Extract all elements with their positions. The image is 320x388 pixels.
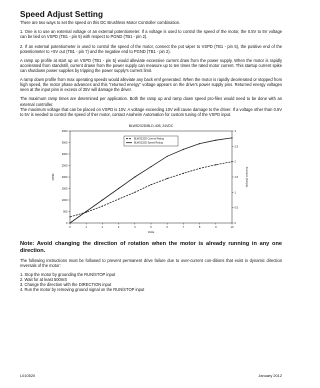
step-item: 3. Change the direction with the DIRECTION input (20, 282, 112, 288)
data-point (102, 205, 103, 206)
y2-tick-label: 1 (234, 190, 236, 194)
y-tick-label: 2000 (61, 175, 68, 179)
data-point (86, 211, 87, 212)
x-tick-label: 1 (85, 225, 87, 229)
x-tick-label: 6 (166, 225, 168, 229)
document-page (20, 10, 282, 292)
data-point (150, 166, 151, 167)
y2-tick-label: 1.5 (234, 175, 239, 179)
intro-paragraph: There are two ways to set the speed on this DC Brushless Motor Controller combination. (20, 20, 181, 25)
data-point (199, 167, 200, 168)
y2-tick-label: 0 (234, 221, 236, 225)
page-title: Speed Adjust Setting (20, 10, 104, 19)
data-point (231, 161, 232, 162)
data-point (183, 172, 184, 173)
data-point (118, 198, 119, 199)
x-tick-label: 0 (69, 225, 71, 229)
data-point (183, 148, 184, 149)
speed-current-chart (20, 121, 282, 237)
x-tick-label: 5 (150, 225, 152, 229)
data-point (215, 164, 216, 165)
data-point (118, 188, 119, 189)
chart-svg (20, 121, 282, 237)
series-line (70, 161, 232, 216)
x-tick-label: 4 (134, 225, 136, 229)
x-tick-label: 2 (101, 225, 104, 229)
x-axis-label: Volts (147, 229, 155, 234)
series-line (70, 138, 232, 223)
y2-tick-label: 2.5 (234, 144, 239, 148)
document-date: January 2012 (258, 373, 282, 378)
data-point (199, 143, 200, 144)
data-point (69, 216, 70, 217)
y-tick-label: 2500 (61, 164, 68, 168)
direction-note: Note: Avoid changing the direction of rotation when the motor is already running in any one direction. (20, 240, 282, 254)
data-point (150, 184, 151, 185)
data-point (231, 137, 232, 138)
y-tick-label: 500 (63, 210, 68, 214)
y-tick-label: 0 (66, 221, 68, 225)
steps-intro: The following instructions must be followed to prevent permanent drive failure due to over-current con-ditions that exist in dynamic direction reversals of the motor: (20, 257, 282, 268)
x-tick-label: 7 (182, 225, 185, 229)
data-point (167, 155, 168, 156)
step-item: 1. Stop the motor by grounding the RUN/STOP input (20, 271, 116, 277)
data-point (134, 191, 135, 192)
y-tick-label: 4000 (61, 129, 68, 133)
y-tick-label: 3000 (61, 152, 68, 156)
ramp-down-paragraph: A ramp down profile from max operating speeds would alleviate any back emf generated. When the motor is rapidly decelerated or stopped from high speed, the motor phase advances and this "returned energy" voltage appears on the drive's power supply pins. Returned energy voltages seen at the input pins in excess of 35V will damage the driver. (20, 77, 282, 93)
y2-tick-label: 0.5 (234, 206, 239, 210)
voltage-method-paragraph: 1. One is to use an external voltage or an external potentiometer. If a voltage is used to control the speed of the motor, the 0.5V to 5V voltage can be tied on VSPD (TB1 - pin 5) with respect to PGND (TB1 - pin 2). (20, 29, 282, 40)
data-point (167, 178, 168, 179)
y-tick-label: 3500 (61, 141, 68, 145)
legend-label: BLWS232D Current Rating (134, 137, 164, 141)
page-footer (20, 373, 282, 378)
data-point (134, 176, 135, 177)
ramp-up-paragraph: A ramp up profile at start up on VSPD (TB1 - pin 5) would alleviate excessive current draw from the power supply. When the motor is rapidly accelerated from standstill, current drawn from the power supply can measure up to ten times the rated motor current. This startup current spike can shutdown power supplies by tripping the power supply's current limit. (20, 57, 282, 73)
y-tick-label: 1500 (61, 187, 68, 191)
potentiometer-method-paragraph: 2. If an external potentiometer is used to control the speed of the motor, connect the pot wiper to VSPD (TB1 - pin 5), the positive end of the potentiometer to +5V out (TB1 - pin 7) and the negative end to PGND (TB1 - pin 2). (20, 43, 282, 54)
chart-title: BLWS232D/BLD-405, 24VDC (128, 123, 174, 128)
y2-axis-label: Current (Amps) (245, 166, 249, 187)
x-tick-label: 8 (198, 225, 201, 229)
steps-list (20, 272, 282, 292)
step-item: 2. Wait for at least 500mS (20, 276, 67, 282)
y2-tick-label: 2 (234, 160, 236, 164)
document-code: L010520 (20, 373, 36, 378)
ramp-times-paragraph: The maximum ramp times are determined per application. Both the ramp up and ramp down speed pro-files would need to be done with an external controller. (20, 96, 282, 107)
data-point (215, 139, 216, 140)
y2-tick-label: 3 (234, 129, 236, 133)
max-voltage-paragraph: The maximum voltage that can be placed on VSPD is 10V. A voltage exceeding 10V will cause damage to the driver. If a voltage other than 0.5V to 5V is needed to control the speed of ther motor, contact Anaheim Automation for custom tuning of the VSPD input. (20, 106, 282, 117)
data-point (69, 222, 70, 223)
y-tick-label: 1000 (61, 198, 68, 202)
x-tick-label: 3 (117, 225, 120, 229)
legend-label: BLWS232D Speed Rating (134, 141, 163, 145)
x-tick-label: 9 (215, 225, 217, 229)
step-item: 4. Run the motor by removing ground signal on the RUN/STOP input (20, 287, 145, 293)
data-point (102, 199, 103, 200)
y-axis-label: RPM (51, 173, 55, 180)
x-tick-label: 10 (230, 225, 234, 229)
